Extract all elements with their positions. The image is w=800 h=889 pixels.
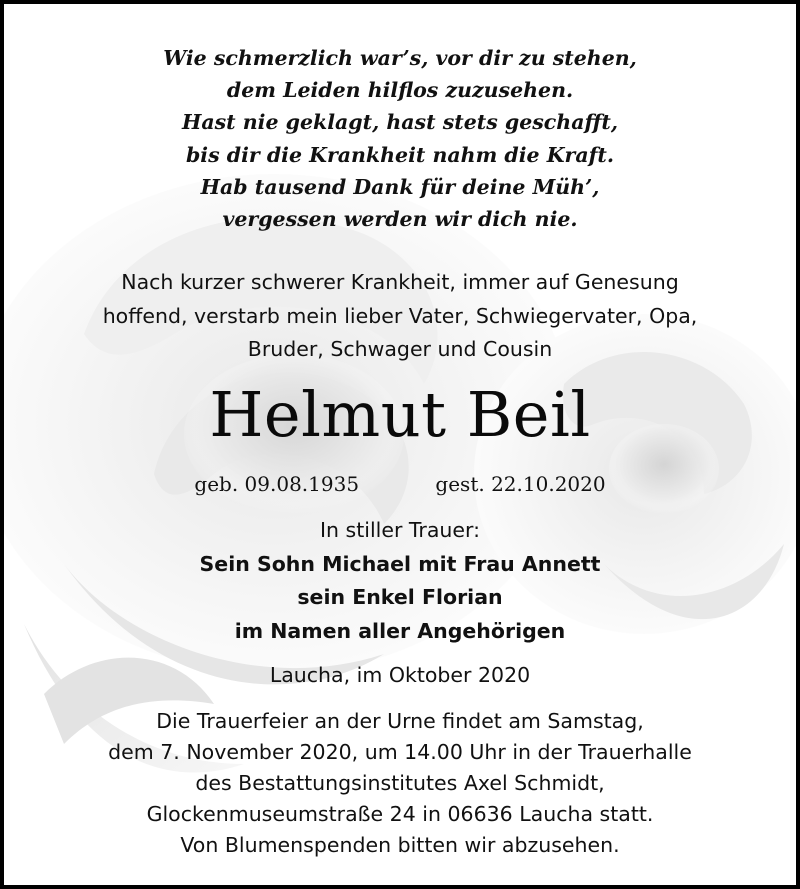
poem [4, 42, 796, 235]
funeral-line: dem 7. November 2020, um 14.00 Uhr in der Trauerhalle [108, 740, 692, 764]
mourning-heading: In stiller Trauer: [320, 518, 480, 542]
place-and-date: Laucha, im Oktober 2020 [269, 663, 531, 687]
mourner-line: Sein Sohn Michael mit Frau Annett [199, 551, 601, 576]
funeral-line: Von Blumenspenden bitten wir abzusehen. [180, 833, 620, 857]
mourner-line: sein Enkel Florian [297, 585, 503, 609]
mourners [4, 514, 796, 648]
funeral-line: des Bestattungsinstitutes Axel Schmidt, [195, 771, 605, 795]
notice-content [4, 4, 796, 885]
announcement-line: Bruder, Schwager und Cousin [247, 337, 553, 361]
poem-line: vergessen werden wir dich nie. [222, 207, 578, 232]
poem-line: bis dir die Krankheit nahm die Kraft. [185, 142, 615, 167]
poem-line: Wie schmerzlich war’s, vor dir zu stehen, [163, 46, 637, 70]
poem-line: Hab tausend Dank für deine Müh’, [200, 174, 600, 199]
death-date: gest. 22.10.2020 [435, 472, 606, 496]
poem-line: Hast nie geklagt, hast stets geschafft, [181, 110, 619, 135]
mourner-line: im Namen aller Angehörigen [234, 618, 566, 643]
funeral-line: Die Trauerfeier an der Urne findet am Samstag, [156, 709, 644, 733]
life-dates [4, 470, 796, 498]
funeral-line: Glockenmuseumstraße 24 in 06636 Laucha statt. [146, 802, 654, 826]
poem-line: dem Leiden hilflos zuzusehen. [226, 78, 574, 103]
funeral-details [4, 706, 796, 861]
announcement-line: Nach kurzer schwerer Krankheit, immer auf Genesung [121, 270, 679, 294]
announcement-line: hoffend, verstarb mein lieber Vater, Schwiegervater, Opa, [102, 303, 698, 328]
deceased-name: Helmut Beil [209, 378, 591, 451]
death-announcement [4, 266, 796, 367]
birth-date: geb. 09.08.1935 [194, 472, 360, 496]
